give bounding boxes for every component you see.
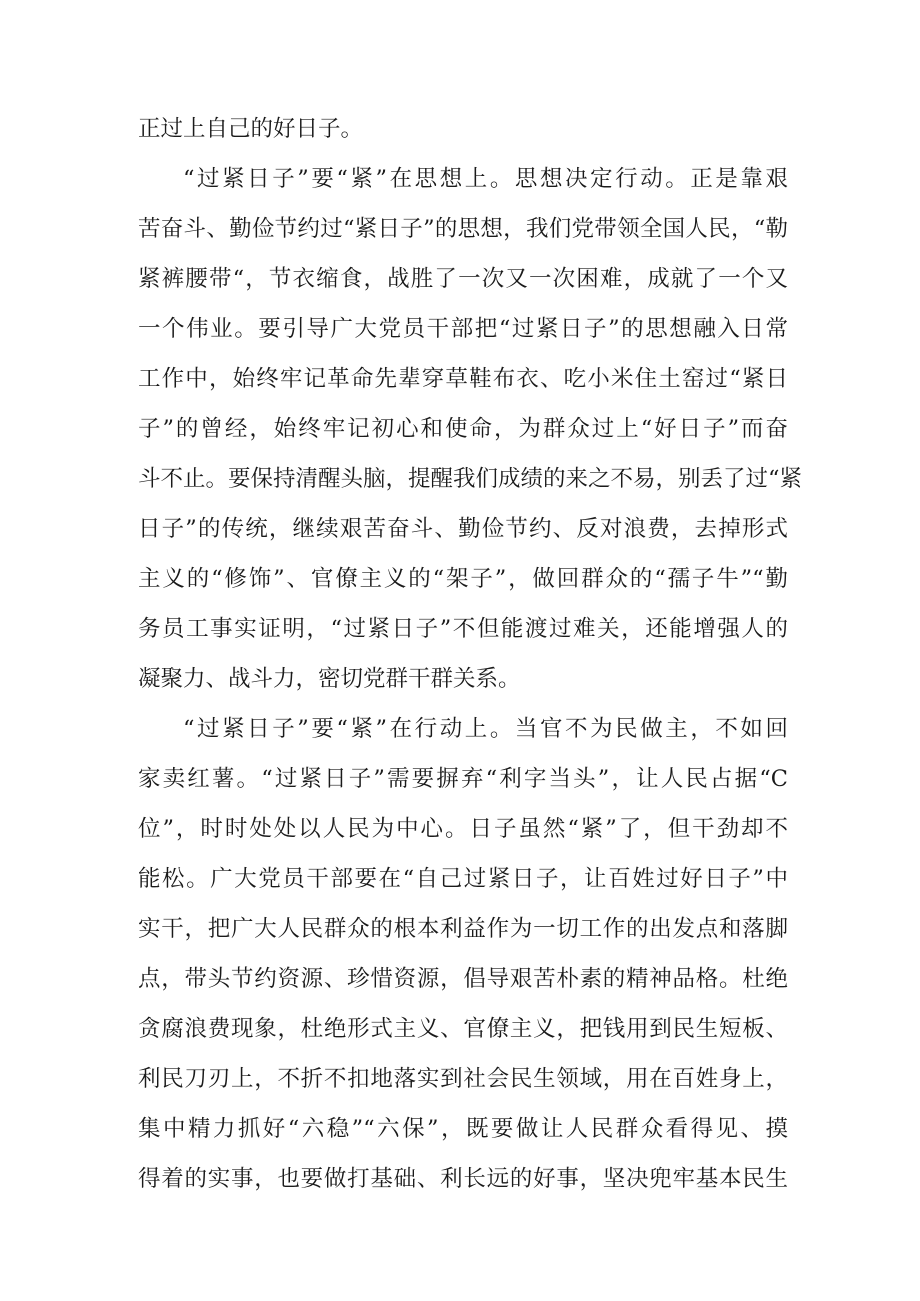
text-line: 斗不止。要保持清醒头脑，提醒我们成绩的来之不易，别丢了过“紧 xyxy=(138,466,803,492)
text-line: 务员工事实证明，“过紧日子”不但能渡过难关，还能增强人的 xyxy=(138,616,788,642)
text-line: 工作中，始终牢记革命先辈穿草鞋布衣、吃小米住土窑过“紧日 xyxy=(138,366,788,392)
paragraph-start-line: “过紧日子”要“紧”在行动上。当官不为民做主，不如回 xyxy=(183,716,788,742)
text-line: 紧裤腰带“，节衣缩食，战胜了一次又一次困难，成就了一个又 xyxy=(138,266,788,292)
text-line: 子”的曾经，始终牢记初心和使命，为群众过上“好日子”而奋 xyxy=(138,416,788,442)
text-line: 能松。广大党员干部要在“自己过紧日子，让百姓过好日子”中 xyxy=(138,866,788,892)
text-line: 贪腐浪费现象，杜绝形式主义、官僚主义，把钱用到民生短板、 xyxy=(138,1016,788,1042)
text-line: 实干，把广大人民群众的根本利益作为一切工作的出发点和落脚 xyxy=(138,916,788,942)
text-line: 利民刀刃上，不折不扣地落实到社会民生领域，用在百姓身上， xyxy=(138,1066,788,1092)
text-line: 点，带头节约资源、珍惜资源，倡导艰苦朴素的精神品格。杜绝 xyxy=(138,966,788,992)
text-line: 凝聚力、战斗力，密切党群干群关系。 xyxy=(138,666,521,692)
text-line: 苦奋斗、勤俭节约过“紧日子”的思想，我们党带领全国人民，“勒 xyxy=(138,216,788,242)
text-line: 主义的“修饰”、官僚主义的“架子”，做回群众的“孺子牛”“勤 xyxy=(138,566,788,592)
text-line: 一个伟业。要引导广大党员干部把“过紧日子”的思想融入日常 xyxy=(138,316,788,342)
text-line: 集中精力抓好“六稳”“六保”，既要做让人民群众看得见、摸 xyxy=(138,1116,788,1142)
text-line: 日子”的传统，继续艰苦奋斗、勤俭节约、反对浪费，去掉形式 xyxy=(138,516,788,542)
text-line: 得着的实事，也要做打基础、利长远的好事，坚决兜牢基本民生 xyxy=(138,1166,788,1192)
text-line: 家卖红薯。“过紧日子”需要摒弃“利字当头”，让人民占据“C xyxy=(138,766,788,792)
paragraph-start-line: “过紧日子”要“紧”在思想上。思想决定行动。正是靠艰 xyxy=(183,166,788,192)
text-line: 正过上自己的好日子。 xyxy=(138,116,364,142)
text-line: 位”，时时处处以人民为中心。日子虽然“紧”了，但干劲却不 xyxy=(138,816,788,842)
